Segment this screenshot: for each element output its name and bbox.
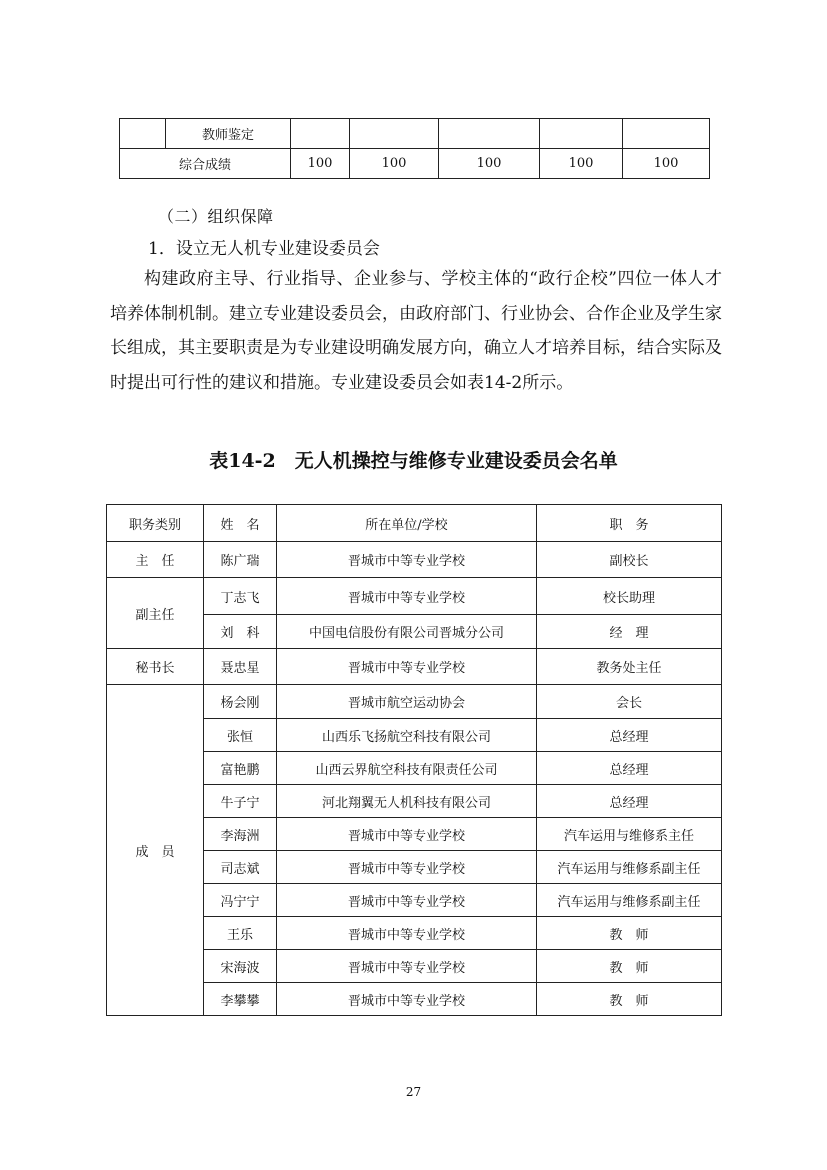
- table-cell: [540, 119, 623, 149]
- position-cell: 会长: [537, 685, 722, 719]
- name-cell: 聂忠星: [204, 649, 277, 685]
- table-row: [120, 149, 710, 179]
- name-cell: 牛子宁: [204, 785, 277, 818]
- score-table-fragment: [119, 118, 710, 179]
- table-header-row: [107, 505, 722, 542]
- header-position: 职 务: [537, 505, 722, 542]
- category-cell: 成 员: [107, 685, 204, 1016]
- category-cell: 主 任: [107, 542, 204, 578]
- row-label-overall-score: 综合成绩: [120, 149, 291, 179]
- position-cell: 教 师: [537, 983, 722, 1016]
- committee-table: [106, 504, 722, 1016]
- name-cell: 宋海波: [204, 950, 277, 983]
- position-cell: 副校长: [537, 542, 722, 578]
- table-cell: [623, 119, 710, 149]
- position-cell: 校长助理: [537, 578, 722, 615]
- position-cell: 经 理: [537, 615, 722, 649]
- score-cell: 100: [623, 149, 710, 179]
- position-cell: 汽车运用与维修系副主任: [537, 851, 722, 884]
- name-cell: 富艳鹏: [204, 752, 277, 785]
- score-cell: 100: [439, 149, 540, 179]
- position-cell: 教 师: [537, 950, 722, 983]
- header-name: 姓 名: [204, 505, 277, 542]
- unit-cell: 山西云界航空科技有限责任公司: [277, 752, 537, 785]
- table-row: [107, 542, 722, 578]
- position-cell: 汽车运用与维修系主任: [537, 818, 722, 851]
- table-cell: [120, 119, 166, 149]
- category-cell: 秘书长: [107, 649, 204, 685]
- table-row: [107, 578, 722, 615]
- unit-cell: 晋城市中等专业学校: [277, 884, 537, 917]
- header-unit: 所在单位/学校: [277, 505, 537, 542]
- unit-cell: 晋城市中等专业学校: [277, 917, 537, 950]
- score-cell: 100: [291, 149, 350, 179]
- table-cell: [439, 119, 540, 149]
- position-cell: 总经理: [537, 752, 722, 785]
- unit-cell: 晋城市航空运动协会: [277, 685, 537, 719]
- section-heading: （二）组织保障: [158, 207, 274, 226]
- table-row: [107, 685, 722, 719]
- unit-cell: 晋城市中等专业学校: [277, 578, 537, 615]
- body-paragraph: 构建政府主导、行业指导、企业参与、学校主体的“政行企校”四位一体人才培养体制机制。建立专业建设委员会，由政府部门、行业协会、合作企业及学生家长组成，其主要职责是为专业建设明确发展方向，确立人才培养目标，结合实际及时提出可行性的建议和措施。专业建设委员会如表14-2所示。: [110, 269, 722, 393]
- unit-cell: 山西乐飞扬航空科技有限公司: [277, 719, 537, 752]
- name-cell: 张恒: [204, 719, 277, 752]
- committee-table-body: [107, 542, 722, 1016]
- table-cell: [291, 119, 350, 149]
- unit-cell: 晋城市中等专业学校: [277, 542, 537, 578]
- unit-cell: 晋城市中等专业学校: [277, 851, 537, 884]
- header-category: 职务类别: [107, 505, 204, 542]
- unit-cell: 晋城市中等专业学校: [277, 983, 537, 1016]
- name-cell: 李海洲: [204, 818, 277, 851]
- sub-heading: 1．设立无人机专业建设委员会: [148, 239, 380, 259]
- name-cell: 刘 科: [204, 615, 277, 649]
- position-cell: 教务处主任: [537, 649, 722, 685]
- table-row: [107, 649, 722, 685]
- position-cell: 总经理: [537, 785, 722, 818]
- unit-cell: 晋城市中等专业学校: [277, 818, 537, 851]
- table-row: [120, 119, 710, 149]
- name-cell: 冯宁宁: [204, 884, 277, 917]
- score-cell: 100: [540, 149, 623, 179]
- unit-cell: 晋城市中等专业学校: [277, 950, 537, 983]
- name-cell: 王乐: [204, 917, 277, 950]
- score-cell: 100: [350, 149, 439, 179]
- unit-cell: 晋城市中等专业学校: [277, 649, 537, 685]
- unit-cell: 中国电信股份有限公司晋城分公司: [277, 615, 537, 649]
- position-cell: 汽车运用与维修系副主任: [537, 884, 722, 917]
- position-cell: 总经理: [537, 719, 722, 752]
- table-cell: [350, 119, 439, 149]
- name-cell: 司志斌: [204, 851, 277, 884]
- name-cell: 丁志飞: [204, 578, 277, 615]
- row-label-teacher-assessment: 教师鉴定: [166, 119, 291, 149]
- position-cell: 教 师: [537, 917, 722, 950]
- name-cell: 杨会刚: [204, 685, 277, 719]
- unit-cell: 河北翔翼无人机科技有限公司: [277, 785, 537, 818]
- table-caption: 表14-2 无人机操控与维修专业建设委员会名单: [209, 450, 618, 472]
- category-cell: 副主任: [107, 578, 204, 649]
- page-number: 27: [405, 1085, 422, 1099]
- name-cell: 陈广瑞: [204, 542, 277, 578]
- name-cell: 李攀攀: [204, 983, 277, 1016]
